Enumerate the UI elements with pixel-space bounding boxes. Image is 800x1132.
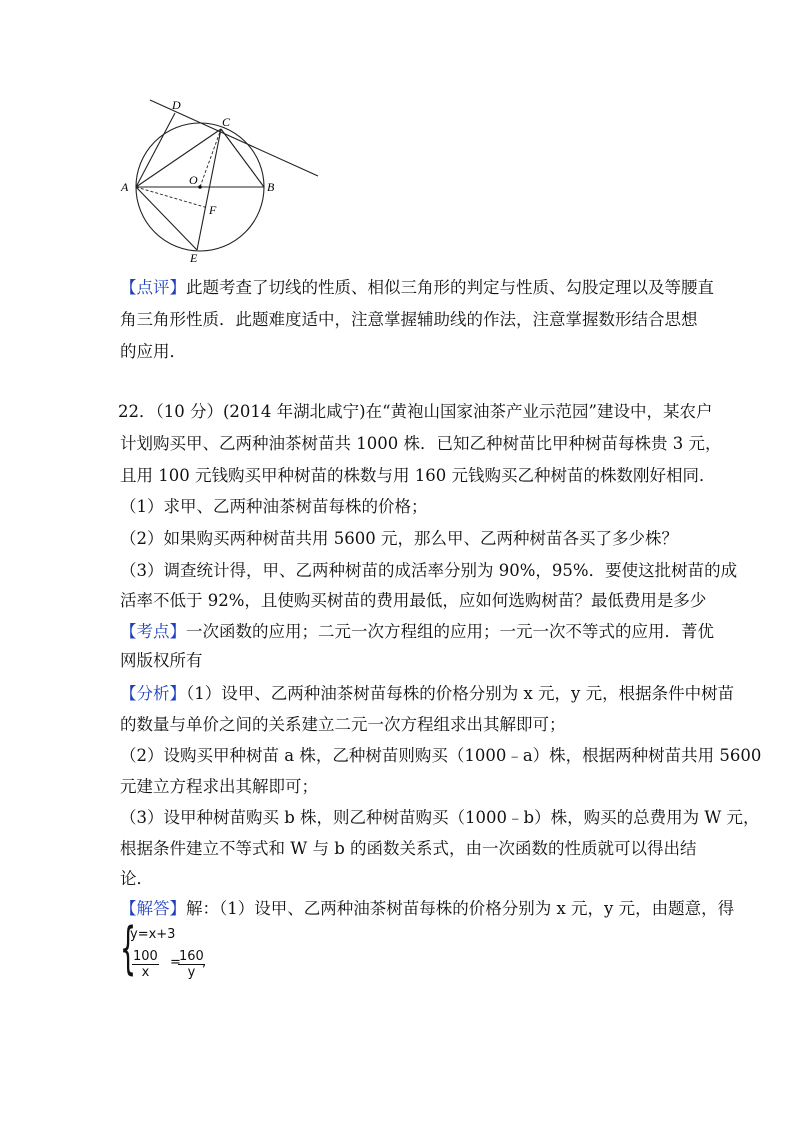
segment-ce bbox=[197, 129, 221, 250]
problem-line-3: 且用 100 元钱购买甲种树苗的株数与用 160 元钱购买乙种树苗的株数刚好相同． bbox=[120, 466, 716, 485]
review-line-2: 角三角形性质．此题难度适中，注意掌握辅助线的作法，注意掌握数形结合思想 bbox=[120, 310, 698, 329]
label-a: A bbox=[121, 180, 129, 194]
problem-line-2: 计划购买甲、乙两种油茶树苗共 1000 株．已知乙种树苗比甲种树苗每株贵 3 元， bbox=[120, 434, 722, 453]
equation-system bbox=[120, 916, 230, 985]
frac1-numerator: 100 bbox=[133, 949, 158, 964]
fenxi-line-5: （3）设甲种树苗购买 b 株，则乙种树苗购买（1000﹣b）株，购买的总费用为 W 元， bbox=[120, 808, 760, 827]
equation-row-1: y=x+3 bbox=[130, 927, 176, 942]
label-f: F bbox=[209, 203, 217, 217]
fraction-160-over-y bbox=[178, 949, 205, 981]
fenxi-line-3: （2）设购买甲种树苗 a 株，乙种树苗则购买（1000﹣a）株，根据两种树苗共用 5600 bbox=[120, 746, 762, 765]
label-b: B bbox=[267, 180, 275, 194]
frac1-denominator: x bbox=[141, 965, 150, 980]
review-text-1: 此题考查了切线的性质、相似三角形的判定与性质、勾股定理以及等腰直 bbox=[186, 278, 714, 297]
equals-sign: = bbox=[170, 955, 181, 970]
kaodian-line-1 bbox=[120, 620, 714, 644]
fenxi-line-7: 论． bbox=[120, 869, 153, 888]
fenxi-line-2: 的数量与单价之间的关系建立二元一次方程组求出其解即可； bbox=[120, 715, 566, 734]
equation-comma: , bbox=[202, 955, 207, 970]
segment-oc bbox=[200, 129, 221, 187]
jieda-tag: 【解答】 bbox=[120, 899, 186, 918]
kaodian-tag: 【考点】 bbox=[120, 622, 186, 641]
segment-ac bbox=[136, 129, 221, 187]
kaodian-line-2: 网版权所有 bbox=[120, 651, 203, 670]
problem-line-7: 活率不低于 92%，且使购买树苗的费用最低，应如何选购树苗？最低费用是多少 bbox=[120, 591, 707, 610]
fraction-100-over-x bbox=[132, 949, 159, 981]
review-line-1 bbox=[120, 276, 714, 300]
problem-line-6: （3）调查统计得，甲、乙两种树苗的成活率分别为 90%，95%．要使这批树苗的成 bbox=[120, 561, 738, 580]
fenxi-tag: 【分析】 bbox=[120, 684, 186, 703]
problem-line-4: （1）求甲、乙两种油茶树苗每株的价格； bbox=[120, 497, 428, 516]
problem-line-5: （2）如果购买两种树苗共用 5600 元，那么甲、乙两种树苗各买了多少株？ bbox=[120, 529, 678, 548]
geometry-figure bbox=[115, 96, 325, 266]
fenxi-line-6: 根据条件建立不等式和 W 与 b 的函数关系式，由一次函数的性质就可以得出结 bbox=[120, 839, 697, 858]
label-c: C bbox=[222, 115, 231, 129]
fenxi-text-1: （1）设甲、乙两种油茶树苗每株的价格分别为 x 元，y 元，根据条件中树苗 bbox=[186, 684, 735, 703]
segment-ad bbox=[136, 113, 175, 187]
fenxi-line-1 bbox=[120, 682, 734, 706]
problem-line-1: 22．（10 分）(2014 年湖北咸宁)在“黄袍山国家油茶产业示范园”建设中，某农户 bbox=[118, 402, 713, 421]
left-brace: { bbox=[120, 916, 137, 981]
label-e: E bbox=[190, 251, 198, 265]
jieda-line-1 bbox=[120, 897, 734, 921]
label-d: D bbox=[172, 98, 181, 112]
frac2-denominator: y bbox=[187, 965, 196, 980]
center-point bbox=[198, 185, 202, 189]
review-tag: 【点评】 bbox=[120, 278, 186, 297]
frac2-numerator: 160 bbox=[179, 949, 204, 964]
jieda-text-1: 解：（1）设甲、乙两种油茶树苗每株的价格分别为 x 元，y 元，由题意，得 bbox=[186, 899, 735, 918]
segment-ae bbox=[136, 187, 197, 250]
review-line-3: 的应用． bbox=[120, 342, 186, 361]
fenxi-line-4: 元建立方程求出其解即可； bbox=[120, 777, 318, 796]
label-o: O bbox=[189, 173, 198, 187]
kaodian-text-1: 一次函数的应用；二元一次方程组的应用；一元一次不等式的应用．菁优 bbox=[186, 622, 714, 641]
